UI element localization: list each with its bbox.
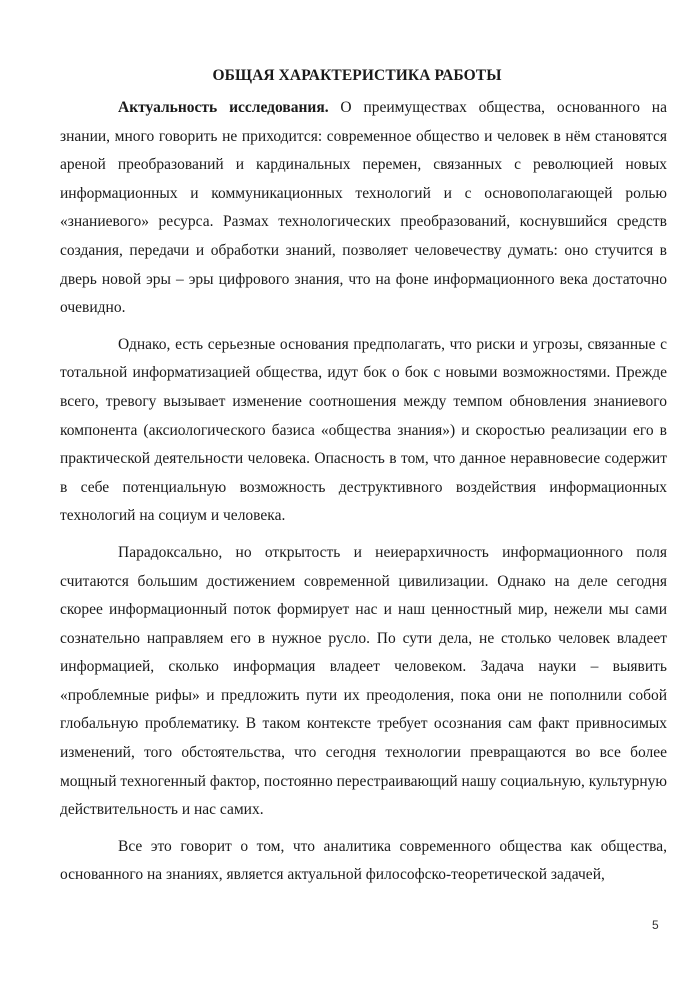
body-text <box>60 94 667 898</box>
paragraph-conclusion: Все это говорит о том, что аналитика современного общества как общества, основанного на знаниях, является актуальной философско-теоретической задачей, <box>60 837 667 884</box>
relevance-text: О преимуществах общества, основанного на знании, много говорить не приходится: современное общество и человек в нём становятся ареной преобразований и кардинальных перемен, связанных с революцией новых информационных и коммуникационных технологий и с основополагающей ролью «знаниевого» ресурса. Размах технологических преобразований, коснувшийся средств создания, передачи и обработки знаний, позволяет человечеству думать: оно стучится в дверь новой эры – эры цифрового знания, что на фоне информационного века достаточно очевидно. <box>60 99 667 317</box>
page-number: 5 <box>652 918 659 932</box>
paragraph-paradox: Парадоксально, но открытость и неиерархичность информационного поля считаются большим достижением современной цивилизации. Однако на деле сегодня скорее информационный поток формирует нас и наш ценностный мир, нежели мы сами сознательно направляем его в нужное русло. По сути дела, не столько человек владеет информацией, сколько информация владеет человеком. Задача науки – выявить «проблемные рифы» и предложить пути их преодоления, пока они не пополнили собой глобальную проблематику. В таком контексте требует осознания сам факт привносимых изменений, того обстоятельства, что сегодня технологии превращаются во все более мощный техногенный фактор, постоянно перестраивающий нашу социальную, культурную действительность и нас самих. <box>60 543 667 819</box>
paragraph-risks: Однако, есть серьезные основания предполагать, что риски и угрозы, связанные с тотальной информатизацией общества, идут бок о бок с новыми возможностями. Прежде всего, тревогу вызывает изменение соотношения между темпом обновления знаниевого компонента (аксиологического базиса «общества знания») и скоростью реализации его в практической деятельности человека. Опасность в том, что данное неравновесие содержит в себе потенциальную возможность деструктивного воздействия информационных технологий на социум и человека. <box>60 335 667 525</box>
relevance-lead: Актуальность исследования. <box>118 99 329 116</box>
paragraph-relevance <box>60 94 667 323</box>
section-title: ОБЩАЯ ХАРАКТЕРИСТИКА РАБОТЫ <box>212 67 502 84</box>
